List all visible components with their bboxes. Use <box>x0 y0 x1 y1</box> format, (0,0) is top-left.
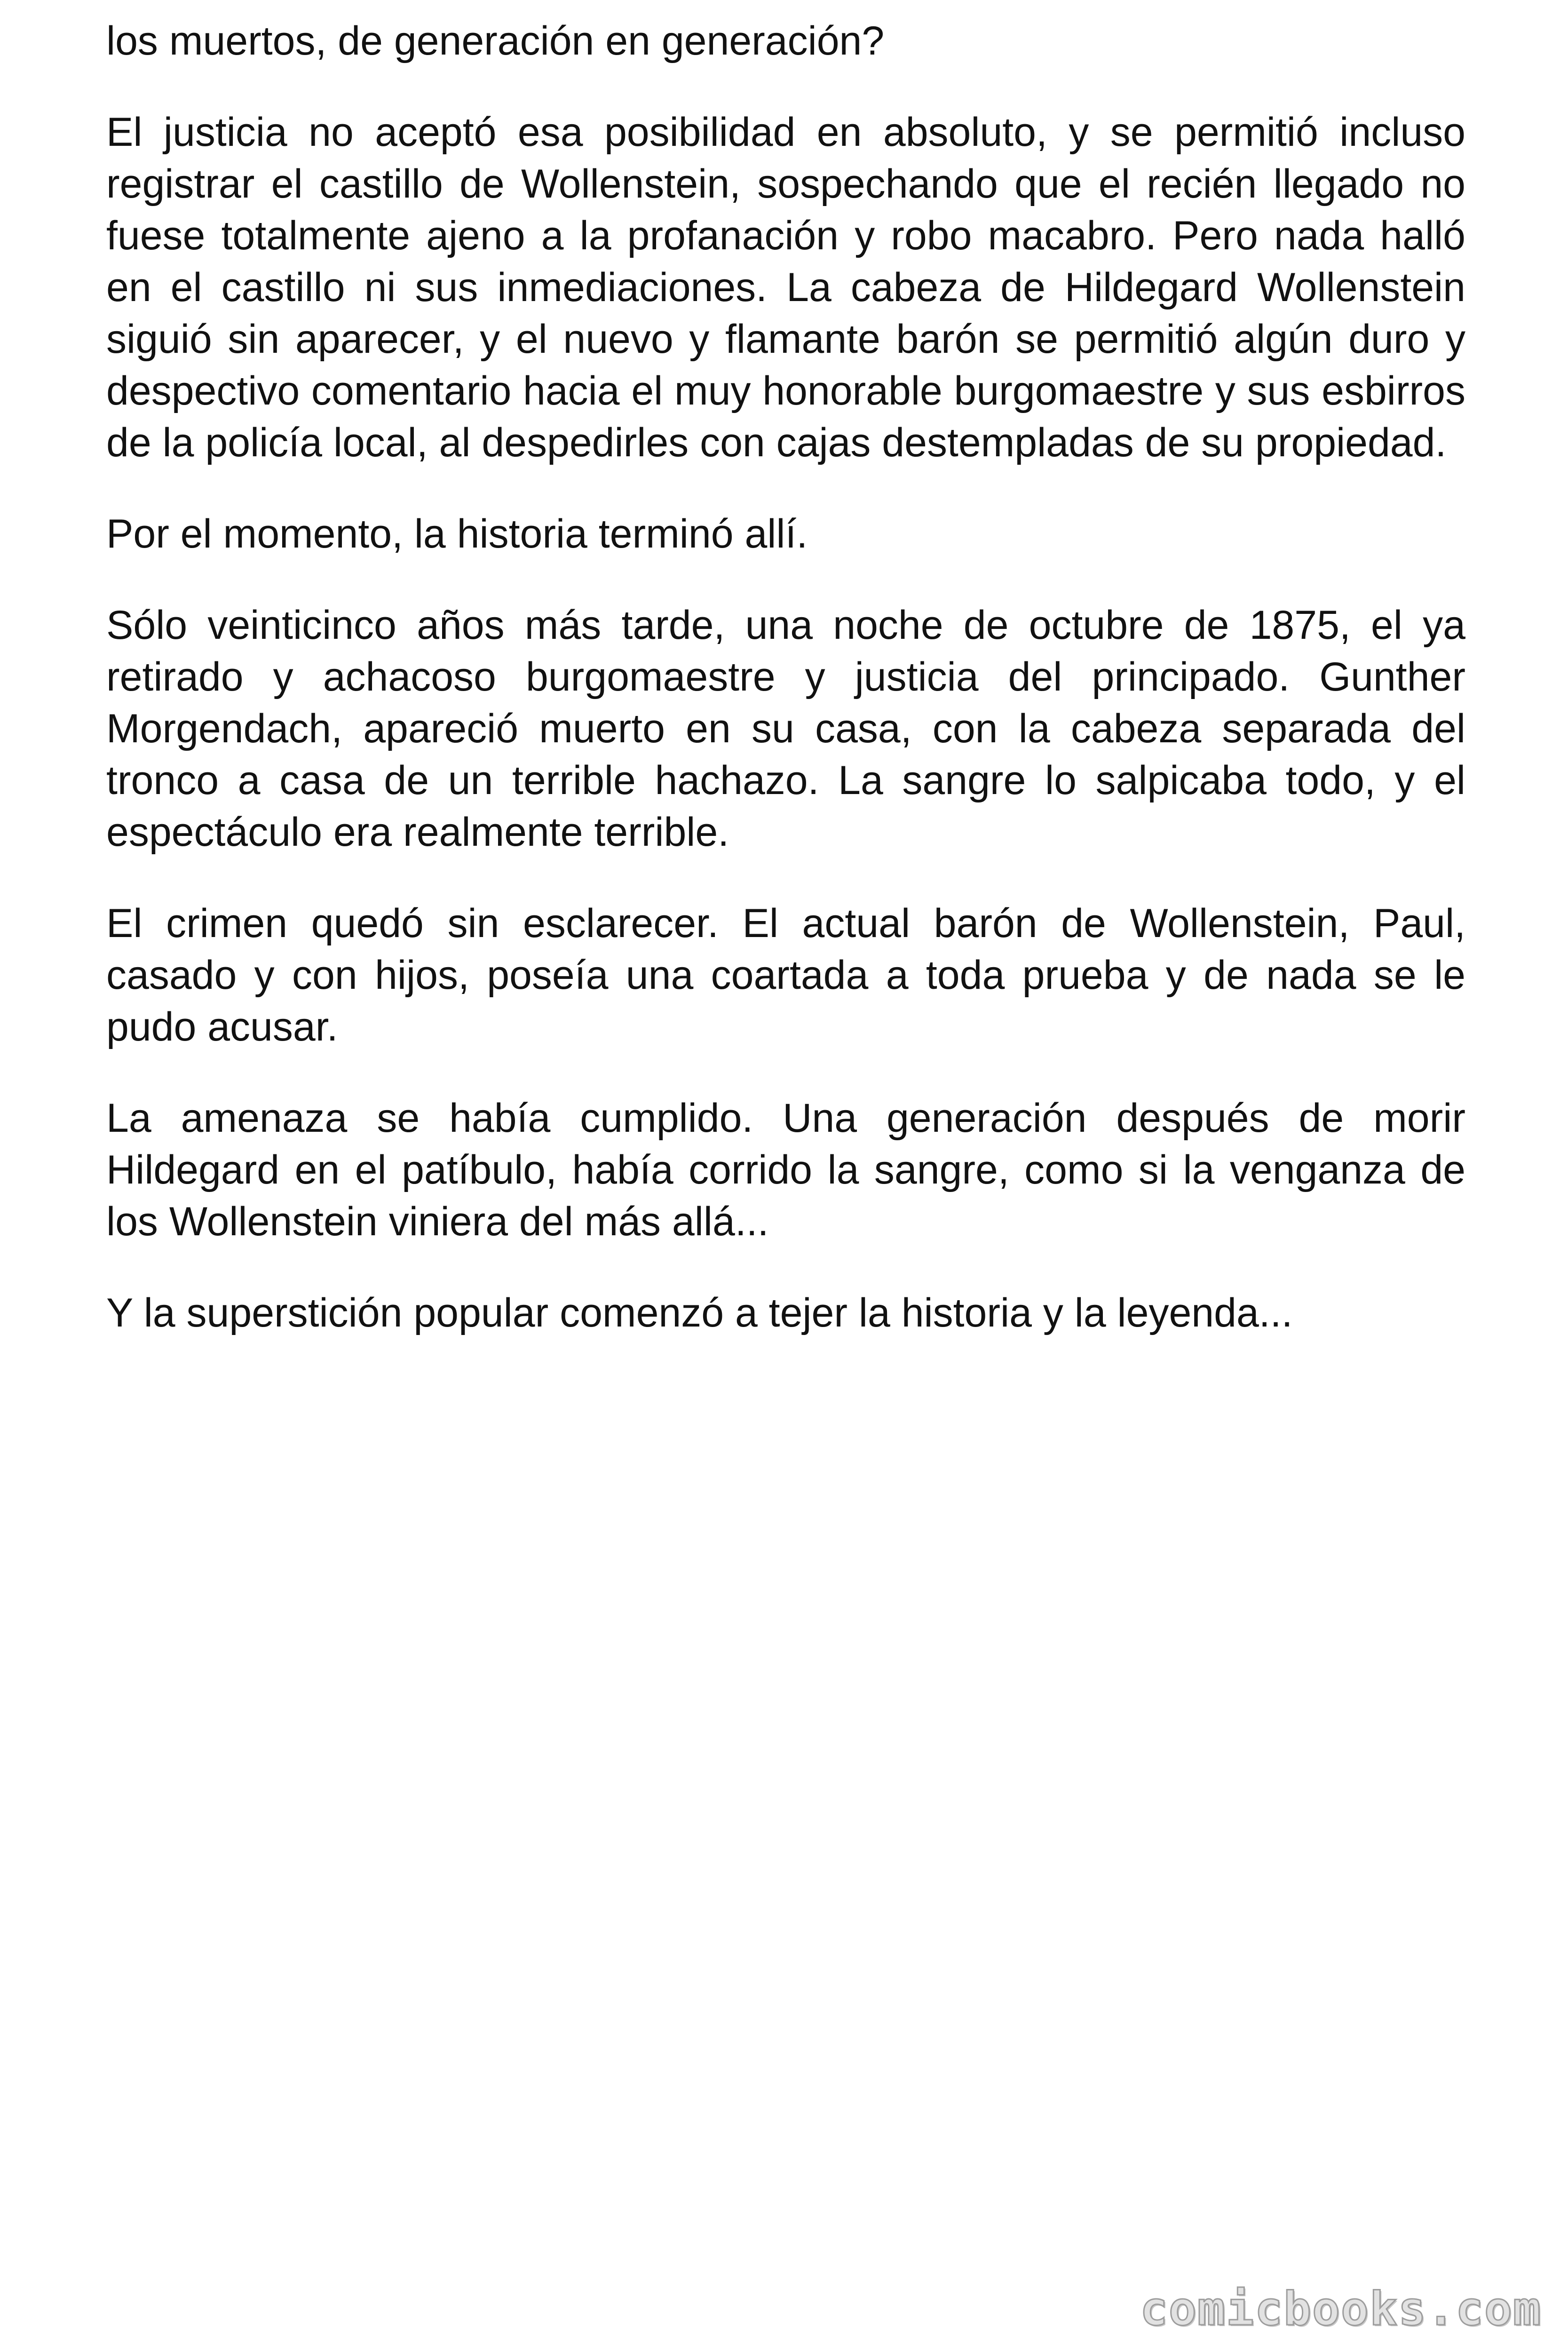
body-text <box>106 15 1465 1378</box>
watermark: comicbooks.com <box>1140 2282 1542 2336</box>
paragraph: Sólo veinticinco años más tarde, una noche de octubre de 1875, el ya retirado y achacoso burgomaestre y justicia del principado. Gunther Morgendach, apareció muerto en su casa, con la cabeza separada del tronco a casa de un terrible hachazo. La sangre lo salpicaba todo, y el espectáculo era realmente terrible. <box>106 603 1465 855</box>
paragraph: Y la superstición popular comenzó a tejer la historia y la leyenda... <box>106 1290 1293 1335</box>
paragraph: Por el momento, la historia terminó allí. <box>106 511 808 556</box>
paragraph: El crimen quedó sin esclarecer. El actual barón de Wollenstein, Paul, casado y con hijos, poseía una coartada a toda prueba y de nada se le pudo acusar. <box>106 901 1465 1049</box>
paragraph: El justicia no aceptó esa posibilidad en absoluto, y se permitió incluso registrar el castillo de Wollenstein, sospechando que el recién llegado no fuese totalmente ajeno a la profanación y robo macabro. Pero nada halló en el castillo ni sus inmediaciones. La cabeza de Hildegard Wollenstein siguió sin aparecer, y el nuevo y flamante barón se permitió algún duro y despectivo comentario hacia el muy honorable burgomaestre y sus esbirros de la policía local, al despedirles con cajas destempladas de su propiedad. <box>106 110 1465 465</box>
paragraph: los muertos, de generación en generación? <box>106 18 885 64</box>
paragraph: La amenaza se había cumplido. Una generación después de morir Hildegard en el patíbulo, había corrido la sangre, como si la venganza de los Wollenstein viniera del más allá... <box>106 1096 1465 1244</box>
